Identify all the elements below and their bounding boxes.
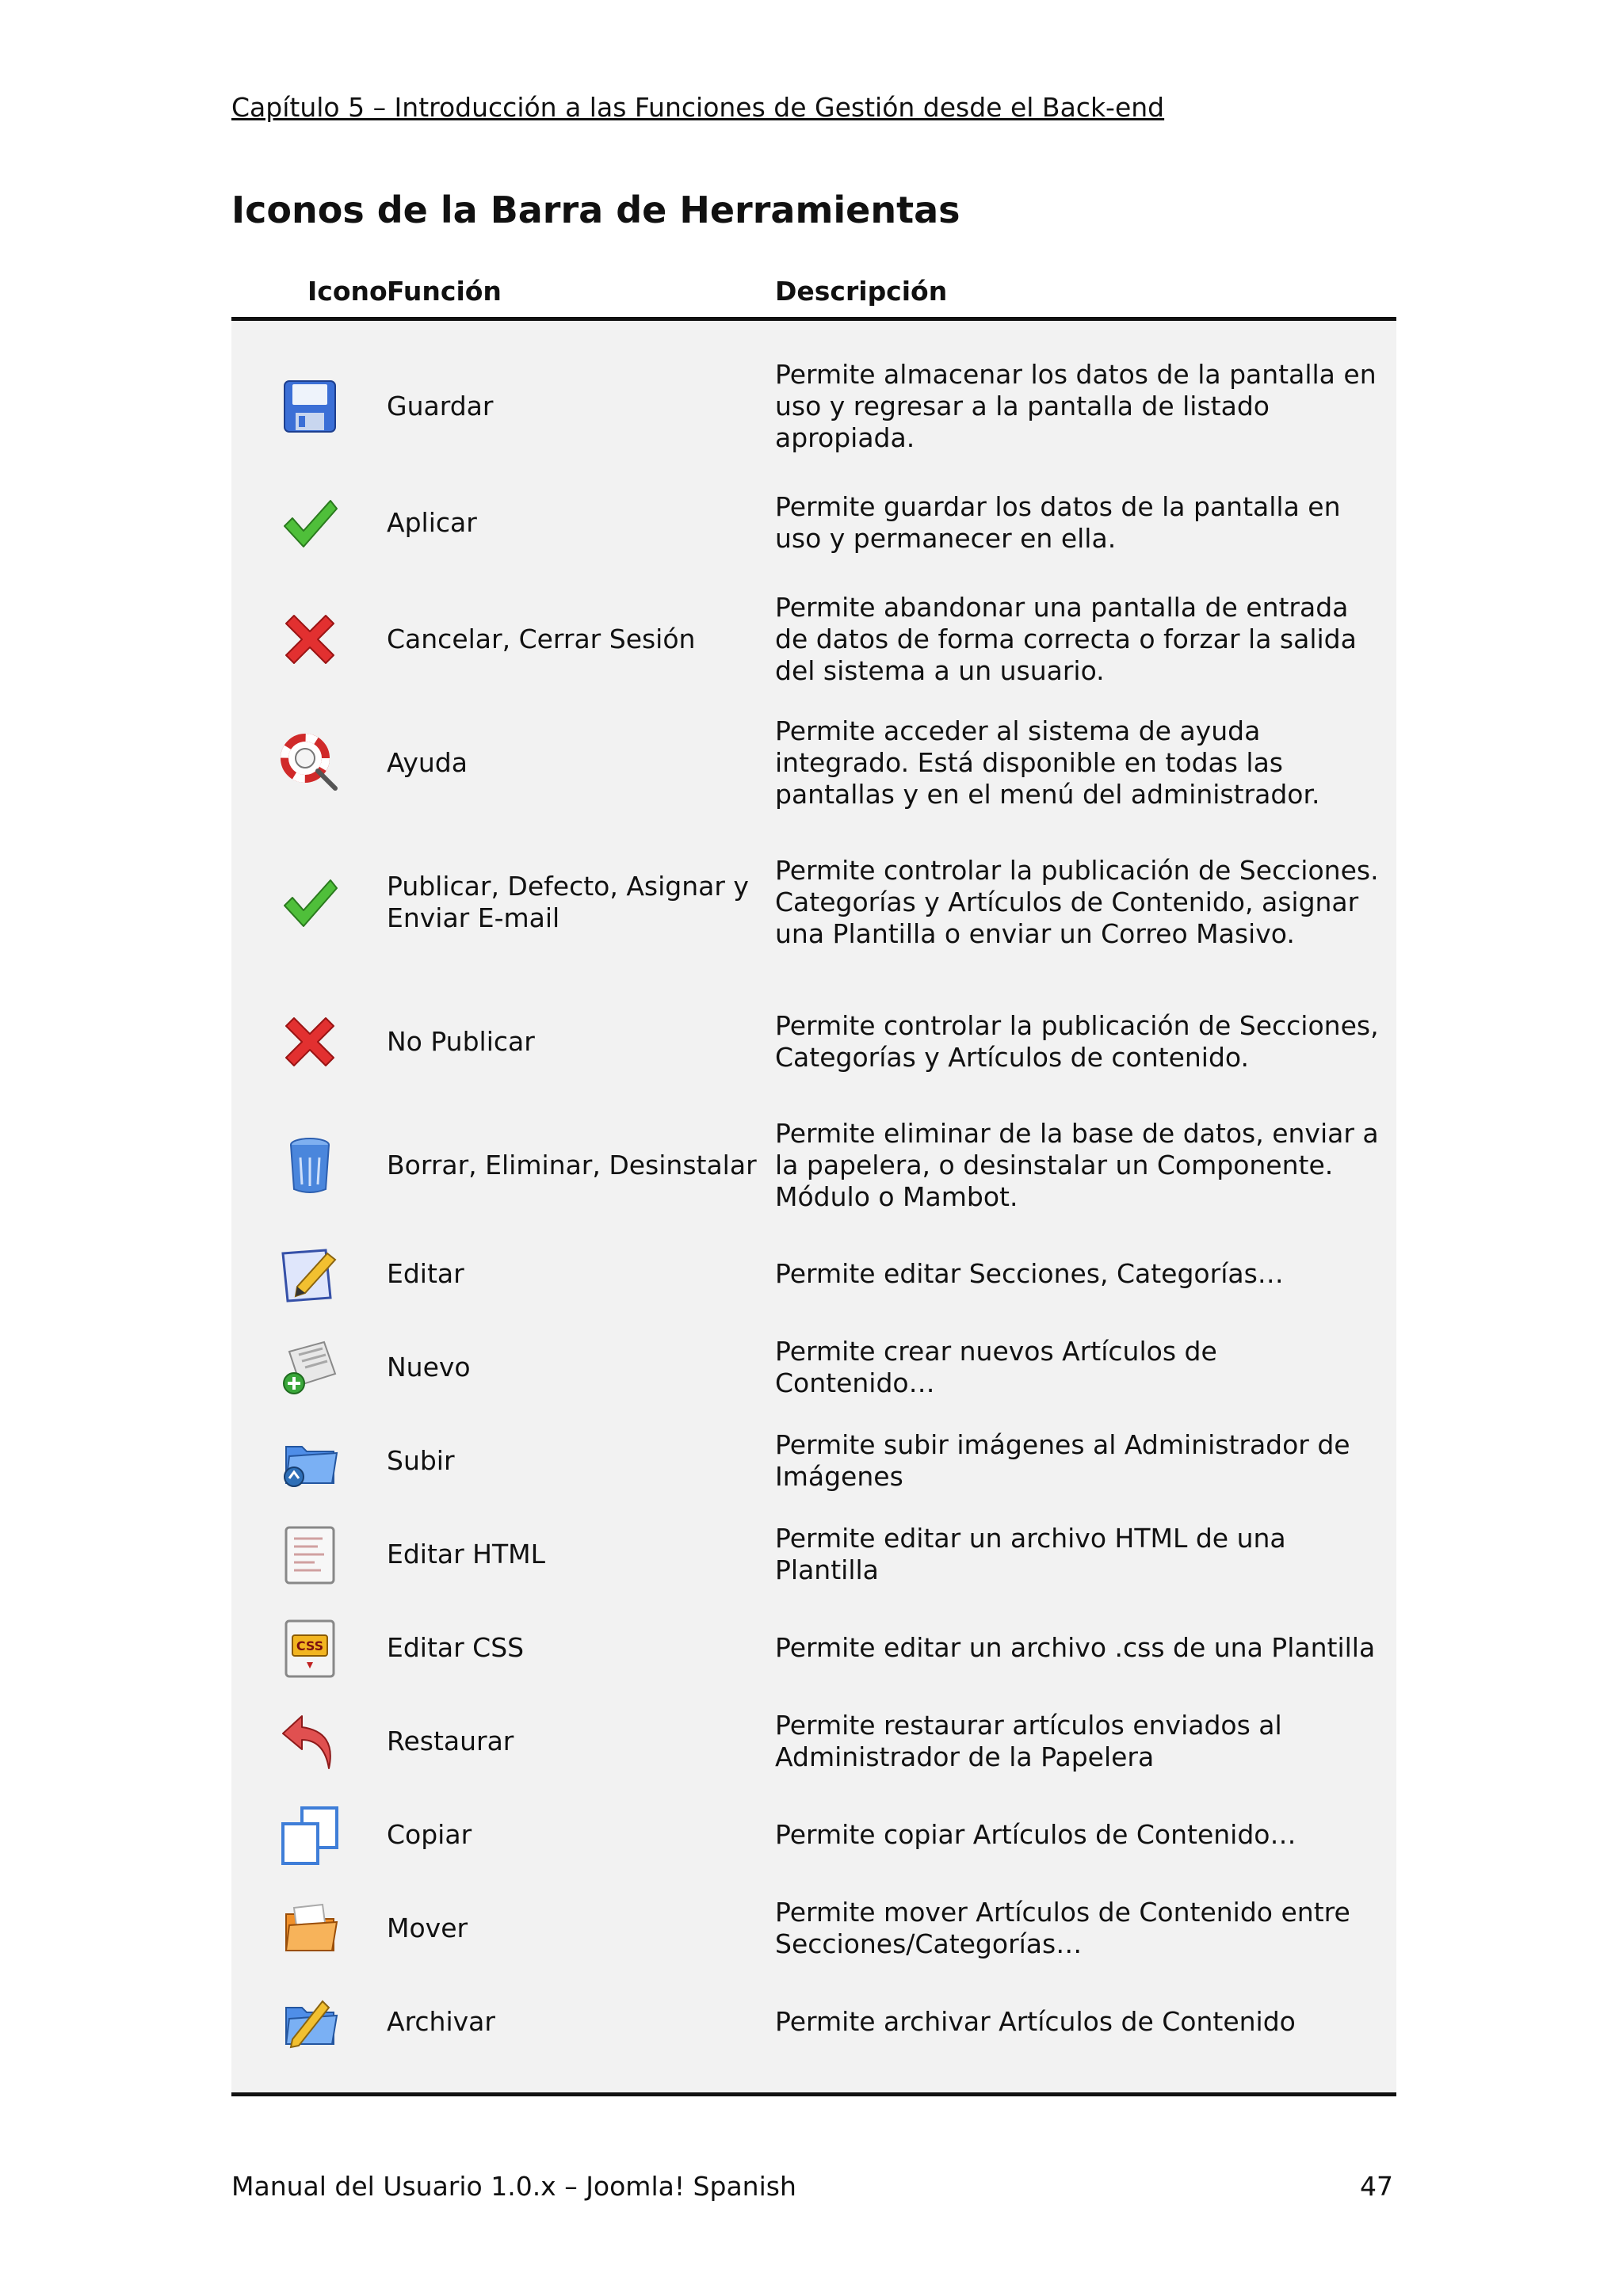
function-label: Ayuda — [387, 747, 468, 778]
description-text: Permite editar un archivo .css de una Plantilla — [775, 1632, 1376, 1663]
description-text: Permite editar Secciones, Categorías… — [775, 1258, 1284, 1289]
description-text: Permite crear nuevos Artículos de Contenido… — [775, 1336, 1217, 1398]
apply-check-icon — [278, 491, 342, 555]
move-folder-icon — [278, 1897, 342, 1960]
table-row — [231, 825, 1396, 980]
table-body — [231, 321, 1396, 2096]
description-text: Permite archivar Artículos de Contenido — [775, 2006, 1296, 2037]
cancel-x-icon — [278, 608, 342, 671]
column-header-function: Función — [387, 276, 502, 307]
table-row — [231, 701, 1396, 825]
publish-check-icon — [278, 871, 342, 934]
table-header-row — [231, 268, 1396, 321]
table-row — [231, 1975, 1396, 2069]
table-row — [231, 1601, 1396, 1695]
description-text: Permite acceder al sistema de ayuda integrado. Está disponible en todas las pantallas y en el menú del administrador. — [775, 715, 1320, 810]
table-row — [231, 468, 1396, 578]
table-row — [231, 1788, 1396, 1882]
function-label: Cancelar, Cerrar Sesión — [387, 624, 696, 654]
description-text: Permite copiar Artículos de Contenido… — [775, 1819, 1296, 1850]
description-text: Permite mover Artículos de Contenido entre Secciones/Categorías… — [775, 1897, 1350, 1959]
function-label: Editar — [387, 1258, 464, 1289]
description-text: Permite editar un archivo HTML de una Plantilla — [775, 1523, 1286, 1585]
description-text: Permite eliminar de la base de datos, enviar a la papelera, o desinstalar un Componente. Módulo o Mambot. — [775, 1118, 1379, 1212]
description-text: Permite controlar la publicación de Secciones. Categorías y Artículos de Contenido, asignar una Plantilla o enviar un Correo Masivo. — [775, 855, 1379, 949]
edit-css-icon — [278, 1616, 342, 1680]
function-label: Archivar — [387, 2006, 495, 2037]
svg-text:CSS: CSS — [296, 1638, 324, 1653]
footer-title: Manual del Usuario 1.0.x – Joomla! Spanish — [231, 2171, 796, 2202]
function-label: Copiar — [387, 1819, 472, 1850]
copy-icon — [278, 1803, 342, 1867]
section-title: Iconos de la Barra de Herramientas — [231, 189, 960, 231]
description-text: Permite almacenar los datos de la pantalla en uso y regresar a la pantalla de listado apropiada. — [775, 359, 1377, 453]
table-row — [231, 1227, 1396, 1321]
table-row — [231, 980, 1396, 1104]
function-label: Nuevo — [387, 1352, 471, 1383]
function-label: Mover — [387, 1913, 468, 1943]
trash-bin-icon — [278, 1134, 342, 1197]
function-label: Aplicar — [387, 507, 477, 538]
function-label: Editar CSS — [387, 1632, 525, 1663]
table-row — [231, 345, 1396, 468]
table-row — [231, 1321, 1396, 1414]
unpublish-x-icon — [278, 1010, 342, 1074]
table-row — [231, 1414, 1396, 1508]
running-header: Capítulo 5 – Introducción a las Funciones de Gestión desde el Back-end — [231, 92, 1165, 123]
description-text: Permite abandonar una pantalla de entrada de datos de forma correcta o forzar la salida del sistema a un usuario. — [775, 592, 1357, 686]
function-label: Publicar, Defecto, Asignar y Enviar E-mail — [387, 871, 749, 933]
page-number: 47 — [1360, 2171, 1393, 2202]
new-document-icon — [278, 1336, 342, 1399]
restore-arrow-icon — [278, 1710, 342, 1773]
table-row — [231, 1882, 1396, 1975]
table-row — [231, 1104, 1396, 1227]
function-label: Editar HTML — [387, 1539, 546, 1569]
edit-html-icon — [278, 1523, 342, 1586]
function-label: Restaurar — [387, 1726, 514, 1756]
description-text: Permite controlar la publicación de Secciones, Categorías y Artículos de contenido. — [775, 1010, 1379, 1073]
column-header-icon: Icono — [307, 276, 388, 307]
edit-pencil-icon — [278, 1242, 342, 1306]
table-row — [231, 1695, 1396, 1788]
save-icon — [278, 375, 342, 438]
table-row — [231, 1508, 1396, 1601]
upload-folder-icon — [278, 1429, 342, 1493]
help-lifebuoy-icon — [278, 731, 342, 795]
table-row — [231, 578, 1396, 701]
archive-folder-icon — [278, 1990, 342, 2054]
description-text: Permite restaurar artículos enviados al Administrador de la Papelera — [775, 1710, 1282, 1772]
function-label: Borrar, Eliminar, Desinstalar — [387, 1150, 757, 1180]
function-label: No Publicar — [387, 1026, 535, 1057]
function-label: Guardar — [387, 391, 494, 421]
column-header-description: Descripción — [775, 276, 948, 307]
function-label: Subir — [387, 1445, 455, 1476]
description-text: Permite subir imágenes al Administrador de Imágenes — [775, 1429, 1350, 1492]
toolbar-icons-table — [231, 268, 1396, 2096]
description-text: Permite guardar los datos de la pantalla en uso y permanecer en ella. — [775, 491, 1341, 554]
